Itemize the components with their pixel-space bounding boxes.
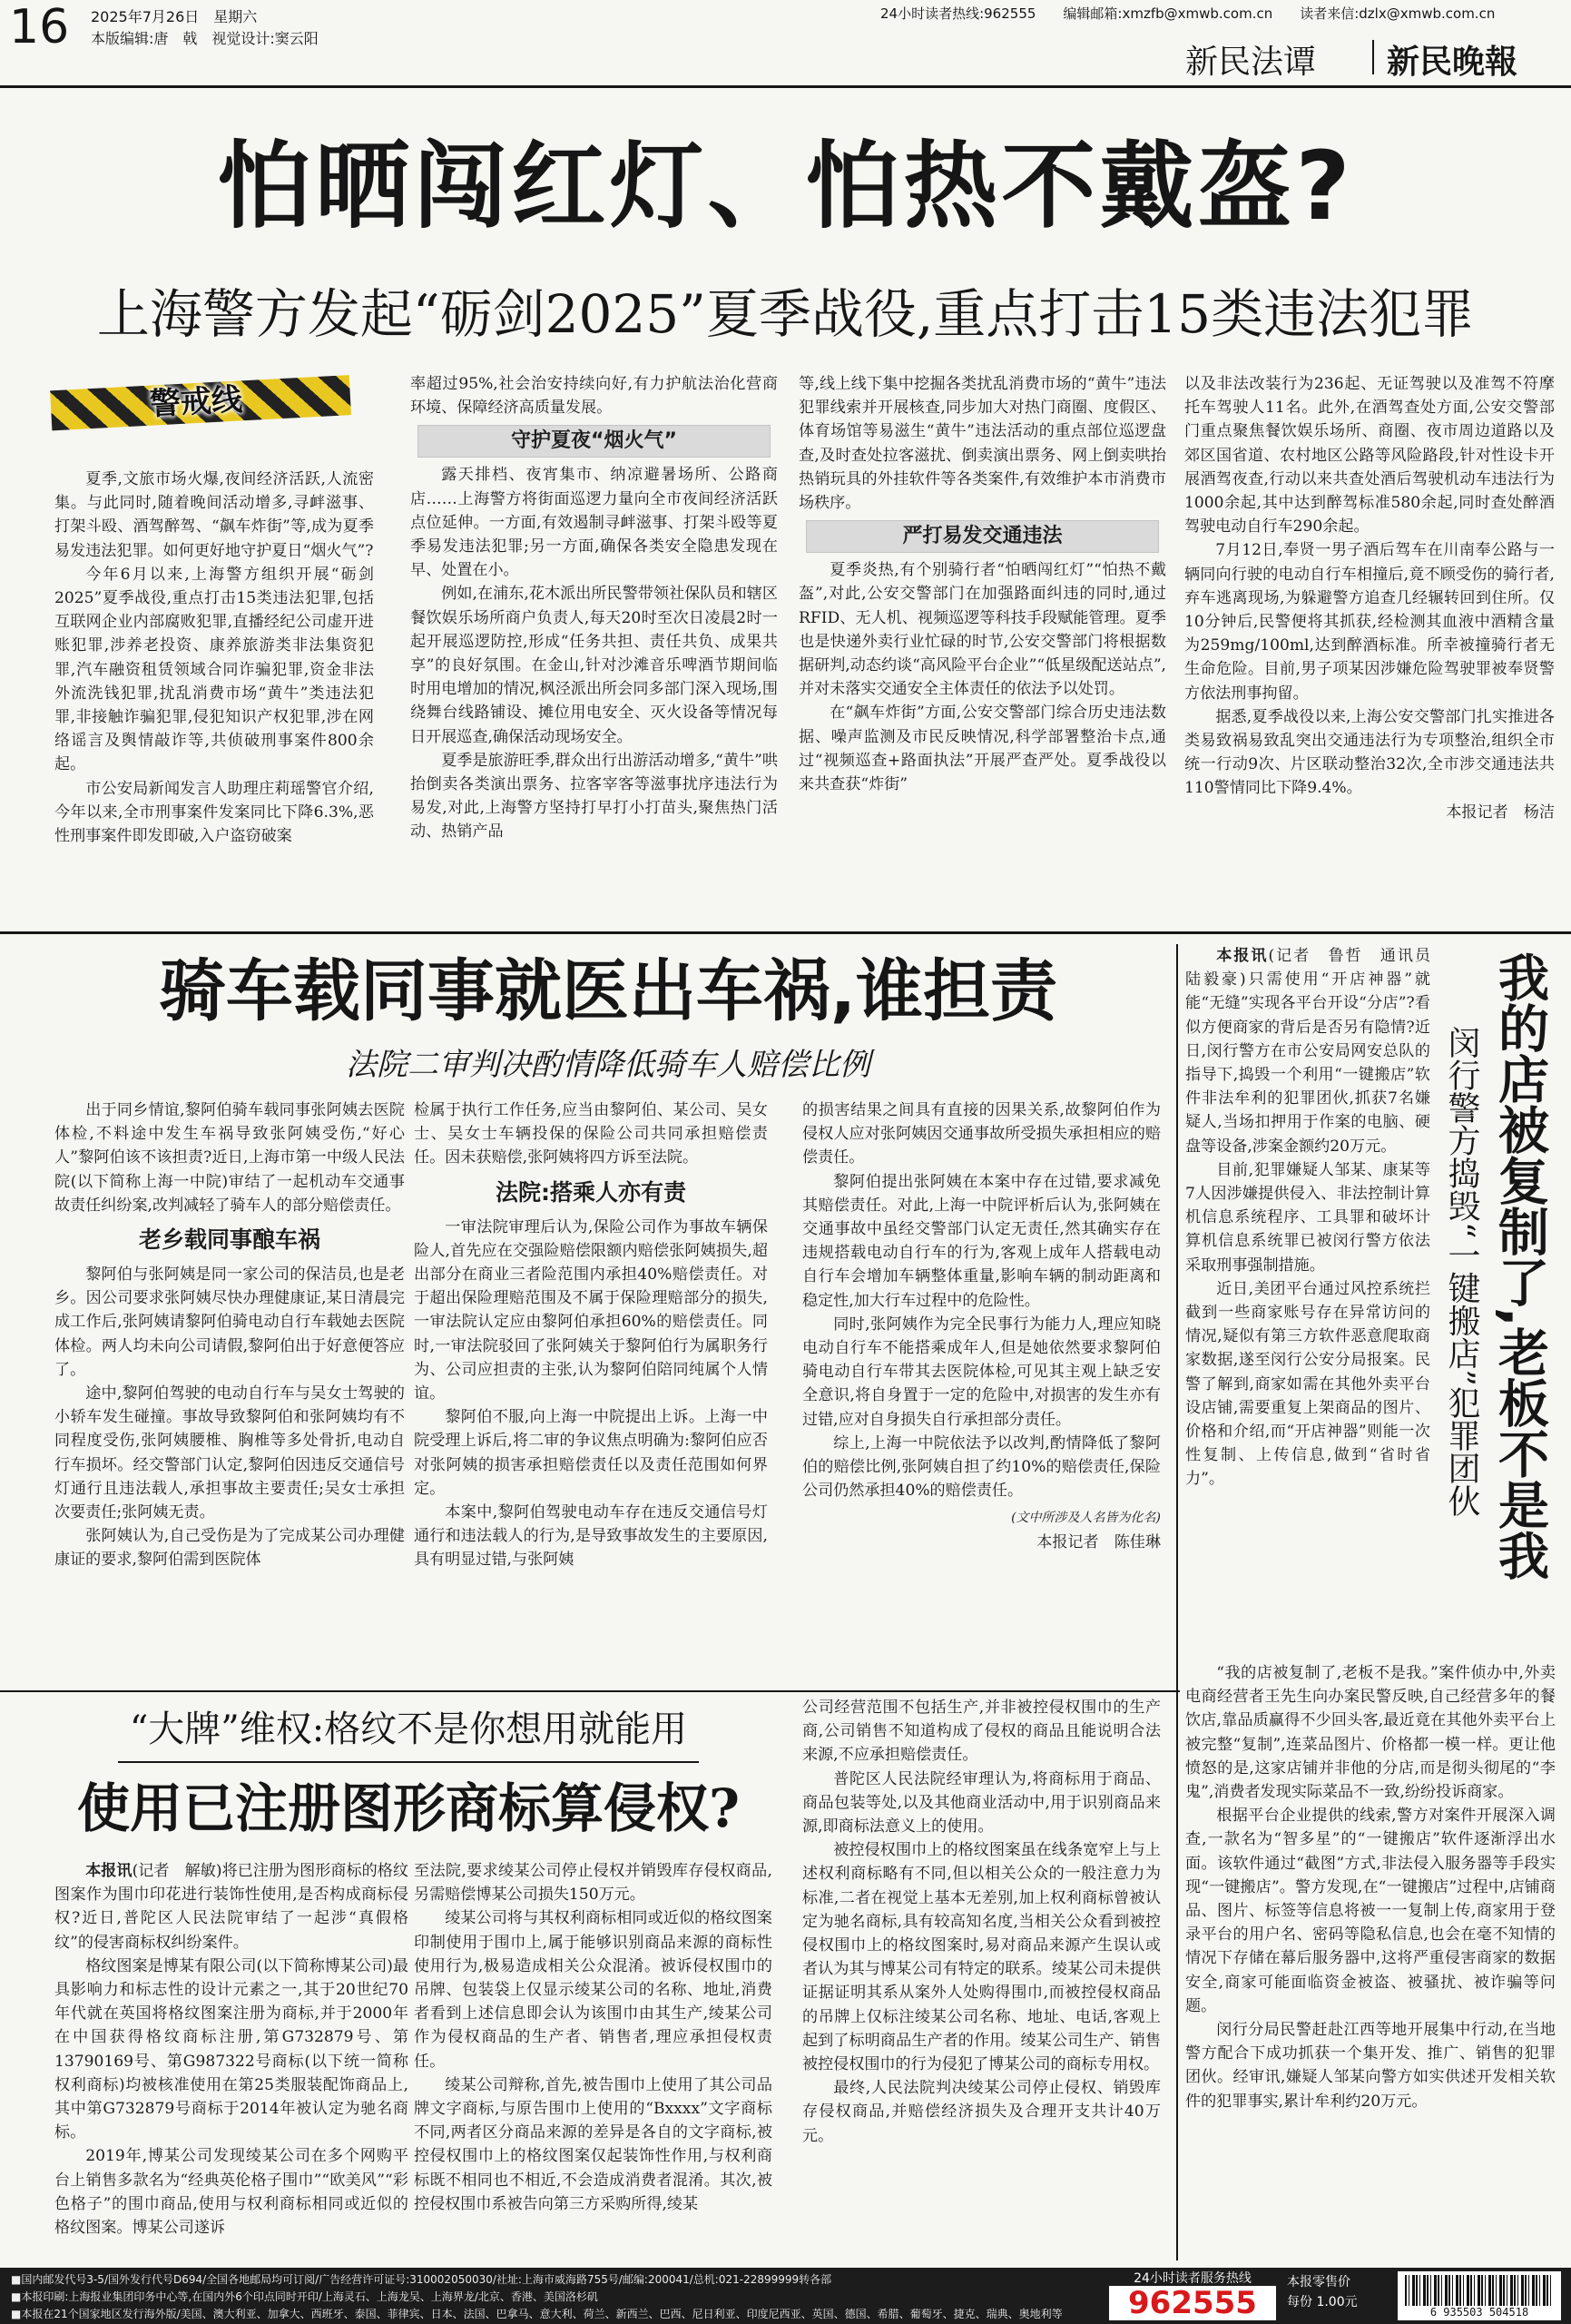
- footer-info-3: ■本报在21个国家地区发行海外版/美国、澳大利亚、加拿大、西班牙、泰国、菲律宾、日本、法国、巴拿马、意大利、荷兰、新西兰、巴西、尼日利亚、印度尼西亚、英国、德国、希腊、葡萄牙、捷克、瑞典、奥地利等: [11, 2308, 1063, 2320]
- service-hotline-number: 962555: [1109, 2286, 1276, 2320]
- subheading-traffic: 严打易发交通违法: [806, 520, 1159, 553]
- subheading-coworker: 老乡载同事酿车祸: [138, 1226, 320, 1254]
- barcode: [1398, 2271, 1561, 2320]
- section-rule-2: [0, 1690, 1180, 1692]
- name-disclaimer: (文中所涉及人名皆为化名): [1011, 1511, 1161, 1526]
- kicker-rule: [118, 1761, 699, 1763]
- price-value: 每份 1.00元: [1287, 2295, 1358, 2309]
- main-col-1: 夏季,文旅市场火爆,夜间经济活跃,人流密集。与此同时,随着晚间活动增多,寻衅滋事、打架斗殴、酒驾醉驾、“飙车炸街”等,成为夏季易发违法犯罪。如何更好地守护夏日“烟火气”? 今年6月以来,上海警方组织开展“砺剑2025”夏季战役,重点打击15类违法犯罪,包括互联网企业内部腐败犯罪,直播经纪公司虚开进账犯罪,涉养老投资、康养旅游类非法集资犯罪,汽车融资租赁领域合同诈骗犯罪,资金非法外流洗钱犯罪,扰乱消费市场“黄牛”类违法犯罪,非接触诈骗犯罪,侵犯知识产权犯罪,涉在网络谣言及舆情敲诈等,共侦破刑事案件800余起。 市公安局新闻发言人助理庄莉瑶警官介绍,今年以来,全市刑事案件发案同比下降6.3%,恶性刑事案件即发即破,入户盗窃破案: [54, 470, 374, 846]
- byline-main: 本报记者 杨洁: [1446, 803, 1555, 822]
- story2-col-1: 出于同乡情谊,黎阿伯骑车载同事张阿姨去医院体检,不料途中发生车祸导致张阿姨受伤,“好心人”黎阿伯该不该担责?近日,上海市第一中级人民法院(以下简称上海一中院)审结了一起机动车交通事故责任纠纷案,改判减轻了骑车人的部分赔偿责任。 老乡载同事酿车祸 黎阿伯与张阿姨是同一家公司的保洁员,也是老乡。因公司要求张阿姨尽快办理健康证,某日清晨完成工作后,张阿姨请黎阿伯骑电动自行车载她去医院体检。两人均未向公司请假,黎阿伯出于好意便答应了。 途中,黎阿伯驾驶的电动自行车与吴女士驾驶的小轿车发生碰撞。事故导致黎阿伯和张阿姨均有不同程度受伤,张阿姨腰椎、胸椎等多处骨折,电动自行车损坏。经交警部门认定,黎阿伯因违反交通信号灯通行且违法载人,承担事故主要责任;吴女士承担次要责任;张阿姨无责。 张阿姨认为,自己受伤是为了完成某公司办理健康证的要求,黎阿伯需到医院体: [54, 1101, 405, 1570]
- footer-info-1: ■国内邮发代号3-5/国外发行代号D694/全国各地邮局均可订阅/广告经营许可证号:310002050030/社址:上海市威海路755号/邮编:200041/总机:021-22899999转各部: [11, 2273, 832, 2286]
- story3-lead-label: 本报讯: [85, 1862, 133, 1880]
- story3-kicker: “大牌”维权:格纹不是你想用就能用: [129, 1709, 688, 1750]
- main-col-3: 等,线上线下集中挖掘各类扰乱消费市场的“黄牛”违法犯罪线索并开展核查,同步加大对热门商圈、度假区、体育场馆等易滋生“黄牛”违法活动的重点部位巡逻盘查,及时查处拉客滋扰、倒卖演出票务、网上倒卖哄抬热销玩具的外挂软件等各类案件,有效维护本市消费市场秩序。 严打易发交通违法 夏季炎热,有个别骑行者“怕晒闯红灯”“怕热不戴盔”,对此,公安交警部门在加强路面纠违的同时,通过RFID、无人机、视频巡逻等科技手段赋能管理。夏季也是快递外卖行业忙碌的时节,公安交警部门将根据数据研判,动态约谈“高风险平台企业”“低星级配送站点”,并对未落实交通安全主体责任的依法予以处罚。 在“飙车炸街”方面,公安交警部门综合历史违法数据、噪声监测及市民反映情况,科学部署整治卡点,通过“视频巡查+路面执法”开展严查严处。夏季战役以来共查获“炸街”: [799, 375, 1166, 794]
- story4-col-bottom: “我的店被复制了,老板不是我。”案件侦办中,外卖电商经营者王先生向办案民警反映,自己经营多年的餐饮店,靠品质赢得不少回头客,最近竟在其他外卖平台上被完整“复制”,连菜品图片、价格都一模一样。更让他愤怒的是,这家店铺并非他的分店,而是彻头彻尾的“李鬼”,消费者发现实际菜品不一致,纷纷投诉商家。 根据平台企业提供的线索,警方对案件开展深入调查,一款名为“智多星”的“一键搬店”软件逐渐浮出水面。该软件通过“截图”方式,非法侵入服务器等手段实现“一键搬店”。警方发现,在“一键搬店”过程中,店铺商品、图片、标签等信息将被一一复制上传,商家用于登录平台的用户名、密码等隐私信息,也会在毫不知情的情况下存储在幕后服务器中,这将严重侵害商家的数据安全,商家可能面临资金被盗、被骚扰、被诈骗等问题。 闵行分局民警赶赴江西等地开展集中行动,在当地警方配合下成功抓获一个集开发、推广、销售的犯罪团伙。经审讯,嫌疑人邹某向警方如实供述开发相关软件的犯罪事实,累计牟利约20万元。: [1185, 1664, 1556, 2111]
- caution-tape-badge: [67, 366, 324, 439]
- section-name: 新民法谭: [1185, 44, 1317, 81]
- main-headline: 怕晒闯红灯、怕热不戴盔?: [217, 131, 1354, 241]
- barcode-number: 6 935503 504518: [1429, 2306, 1529, 2319]
- subheading-passenger: 法院:搭乘人亦有责: [496, 1178, 686, 1206]
- footer-info-2: ■本报印刷:上海报业集团印务中心等,在国内外6个印点同时开印/上海灵石、上海龙吴、上海界龙/北京、香港、美国洛杉矶: [11, 2290, 598, 2303]
- masthead-rule: [0, 85, 1571, 88]
- story3-col-1: 本报讯(记者 解敏)将已注册为图形商标的格纹图案作为围巾印花进行装饰性使用,是否构成商标侵权?近日,普陀区人民法院审结了一起涉“真假格纹”的侵害商标权纠纷案件。 格纹图案是博某有限公司(以下简称博某公司)最具影响力和标志性的设计元素之一,其于20世纪70年代就在英国将格纹图案注册为商标,并于2000年在中国获得格纹商标注册,第G732879号、第13790169号、第G987322号商标(以下统一简称权利商标)均被核准使用在第25类服装配饰商品上,其中第G732879号商标于2014年被认定为驰名商标。 2019年,博某公司发现绫某公司在多个网购平台上销售多款名为“经典英伦格子围巾”“欧美风”“彩色格子”的围巾商品,使用与权利商标相同或近似的格纹图案。博某公司遂诉: [54, 1862, 409, 2238]
- price-label: 本报零售价: [1287, 2275, 1350, 2290]
- story4-col-top: 本报讯(记者 鲁哲 通讯员 陆毅豪)只需使用“开店神器”就能“无缝”实现各平台开设“分店”?看似方便商家的背后是否另有隐情?近日,闵行警方在市公安局网安总队的指导下,捣毁一个利用“一键搬店”软件非法牟利的犯罪团伙,抓获7名嫌疑人,当场扣押用于作案的电脑、硬盘等设备,涉案金额约20万元。 目前,犯罪嫌疑人邹某、康某等7人因涉嫌提供侵入、非法控制计算机信息系统程序、工具罪和破坏计算机信息系统罪已被闵行警方依法采取刑事强制措施。 近日,美团平台通过风控系统拦截到一些商家账号存在异常访问的情况,疑似有第三方软件恶意爬取商家数据,遂至闵行公安分局报案。民警了解到,商家如需在其他外卖平台设店铺,需要重复上架商品的图片、价格和介绍,而“开店神器”则能一次性复制、上传信息,做到“省时省力”。: [1185, 947, 1447, 1489]
- story4-subhead: 闵行警方捣毁“一键搬店”犯罪团伙: [1443, 1026, 1480, 1517]
- badge-label: 警戒线: [149, 381, 243, 423]
- barcode-stripes-icon: [1405, 2275, 1554, 2306]
- story2-headline: 骑车载同事就医出车祸,谁担责: [158, 952, 1058, 1030]
- story2-subhead: 法院二审判决酌情降低骑车人赔偿比例: [346, 1047, 870, 1083]
- page-editors: 本版编辑:唐 戟 视觉设计:窦云阳: [91, 30, 319, 47]
- reader-hotline: 24小时读者热线:962555 编辑邮箱:xmzfb@xmwb.com.cn 读者来信:dzlx@xmwb.com.cn: [880, 5, 1496, 22]
- byline-story2: 本报记者 陈佳琳: [1036, 1532, 1161, 1551]
- main-subhead: 上海警方发起“砺剑2025”夏季战役,重点打击15类违法犯罪: [96, 283, 1475, 345]
- newspaper-logo: 新民晚報: [1387, 43, 1518, 81]
- story2-col-2: 检属于执行工作任务,应当由黎阿伯、某公司、吴女士、吴女士车辆投保的保险公司共同承担赔偿责任。因未获赔偿,张阿姨将四方诉至法院。 法院:搭乘人亦有责 一审法院审理后认为,保险公司作为事故车辆保险人,首先应在交强险赔偿限额内赔偿张阿姨损失,超出部分在商业三者险范围内承担40%赔偿责任。对于超出保险理赔范围及不属于保险理赔部分的损失,一审法院认定应由黎阿伯承担60%的赔偿责任。同时,一审法院驳回了张阿姨关于黎阿伯行为属职务行为、公司应担责的主张,认为黎阿伯陪同纯属个人情谊。 黎阿伯不服,向上海一中院提出上诉。上海一中院受理上诉后,将二审的争议焦点明确为:黎阿伯应否对张阿姨的损害承担赔偿责任以及责任范围如何界定。 本案中,黎阿伯驾驶电动车存在违反交通信号灯通行和违法载人的行为,是导致事故发生的主要原因,具有明显过错,与张阿姨: [414, 1101, 768, 1570]
- right-column-rule: [1176, 944, 1178, 2260]
- masthead-divider: [1372, 40, 1374, 74]
- service-hotline-label: 24小时读者服务热线: [1134, 2271, 1252, 2286]
- issue-date: 2025年7月26日 星期六: [91, 8, 258, 25]
- section-rule-1: [0, 931, 1571, 934]
- story3-col-2: 至法院,要求绫某公司停止侵权并销毁库存侵权商品,另需赔偿博某公司损失150万元。 绫某公司将与其权利商标相同或近似的格纹图案印制使用于围巾上,属于能够识别商品来源的商标性使用行为,极易造成相关公众混淆。被诉侵权围巾的吊牌、包装袋上仅显示绫某公司的名称、地址,消费者看到上述信息即会认为该围巾由其生产,绫某公司作为侵权商品的生产者、销售者,理应承担侵权责任。 绫某公司辩称,首先,被告围巾上使用了其公司品牌文字商标,与原告围巾上使用的“Bxxxx”文字商标不同,两者区分商品来源的差异是各自的文字商标,被控侵权围巾上的格纹图案仅起装饰性作用,与权利商标既不相同也不相近,不会造成消费者混淆。其次,被控侵权围巾系被告向第三方采购所得,绫某: [414, 1862, 772, 2213]
- page-number: 16: [9, 0, 70, 54]
- main-col-2: 率超过95%,社会治安持续向好,有力护航法治化营商环境、保障经济高质量发展。 守护夏夜“烟火气” 露天排档、夜宵集市、纳凉避暑场所、公路商店……上海警方将街面巡逻力量向全市夜间经济活跃点位延伸。一方面,有效遏制寻衅滋事、打架斗殴等夏季易发违法犯罪;另一方面,确保各类安全隐患发现在早、处置在小。 例如,在浦东,花木派出所民警带领社保队员和辖区餐饮娱乐场所商户负责人,每天20时至次日凌晨2时一起开展巡逻防控,形成“任务共担、责任共负、成果共享”的良好氛围。在金山,针对沙滩音乐啤酒节期间临时用电增加的情况,枫泾派出所会同多部门深入现场,围绕舞台线路铺设、摊位用电安全、灭火设备等情况每日开展巡查,确保活动现场安全。 夏季是旅游旺季,群众出行出游活动增多,“黄牛”哄抬倒卖各类演出票务、拉客宰客等滋事扰序违法行为易发,对此,上海警方坚持打早打小打苗头,聚焦热门活动、热销产品: [410, 375, 778, 842]
- story4-lead-label: 本报讯: [1216, 947, 1269, 965]
- subheading-nightlife: 守护夏夜“烟火气”: [417, 425, 771, 458]
- main-col-4: 以及非法改装行为236起、无证驾驶以及准驾不符摩托车驾驶人11名。此外,在酒驾查处方面,公安交警部门重点聚焦餐饮娱乐场所、商圈、夜市周边道路以及郊区国省道、农村地区公路等风险路段,针对性设卡开展酒驾夜查,行动以来共查处酒后驾驶机动车违法行为1000余起,其中达到醉驾标准580余起,同时查处醉酒驾驶电动自行车290余起。 7月12日,奉贤一男子酒后驾车在川南奉公路与一辆同向行驶的电动自行车相撞后,竟不顾受伤的骑行者,弃车逃离现场,为躲避警方追查几经辗转回到住所。仅10分钟后,民警便将其抓获,经检测其血液中酒精含量为259mg/100ml,达到醉酒标准。所幸被撞骑行者无生命危险。目前,男子项某因涉嫌危险驾驶罪被奉贤警方依法刑事拘留。 据悉,夏季战役以来,上海公安交警部门扎实推进各类易致祸易致乱突出交通违法行为专项整治,组织全市统一行动9次、片区联动整治32次,全市涉交通违法共110警情同比下降9.4%。 本报记者 杨洁: [1184, 372, 1555, 921]
- story2-col-3: 的损害结果之间具有直接的因果关系,故黎阿伯作为侵权人应对张阿姨因交通事故所受损失承担相应的赔偿责任。 黎阿伯提出张阿姨在本案中存在过错,要求减免其赔偿责任。对此,上海一中院评析后认为,张阿姨在交通事故中虽经交警部门认定无责任,然其确实存在违规搭载电动自行车的行为,客观上成年人搭载电动自行车会增加车辆整体重量,影响车辆的制动距离和稳定性,加大行车过程中的危险性。 同时,张阿姨作为完全民事行为能力人,理应知晓电动自行车不能搭乘成年人,但是她依然要求黎阿伯骑电动自行车带其去医院体检,可见其主观上缺乏安全意识,将自身置于一定的危险中,对损害的发生亦有过错,应对自身损失自行承担部分责任。 综上,上海一中院依法予以改判,酌情降低了黎阿伯的赔偿比例,张阿姨自担了约10%的赔偿责任,保险公司仍然承担40%的赔偿责任。 (文中所涉及人名皆为化名) 本报记者 陈佳琳: [802, 1098, 1161, 1684]
- story4-headline: 我的店被复制了,老板不是我: [1490, 951, 1549, 1581]
- story3-col-3: 公司经营范围不包括生产,并非被控侵权围巾的生产商,公司销售不知道构成了侵权的商品且能说明合法来源,不应承担赔偿责任。 普陀区人民法院经审理认为,将商标用于商品、商品包装等处,以及其他商业活动中,用于识别商品来源,即商标法意义上的使用。 被控侵权围巾上的格纹图案虽在线条宽窄上与上述权利商标略有不同,但以相关公众的一般注意力为标准,二者在视觉上基本无差别,加上权利商标曾被认定为驰名商标,具有较高知名度,当相关公众看到被控侵权围巾上的格纹图案时,易对商品来源产生误认或者认为其与博某公司有特定的联系。绫某公司未提供证据证明其系从案外人处购得围巾,而被控侵权商品的吊牌上仅标注绫某公司名称、地址、电话,客观上起到了标明商品生产者的作用。绫某公司生产、销售被控侵权围巾的行为侵犯了博某公司的商标专用权。 最终,人民法院判决绫某公司停止侵权、销毁库存侵权商品,并赔偿经济损失及合理开支共计40万元。: [802, 1699, 1161, 2145]
- story3-headline: 使用已注册图形商标算侵权?: [77, 1777, 740, 1839]
